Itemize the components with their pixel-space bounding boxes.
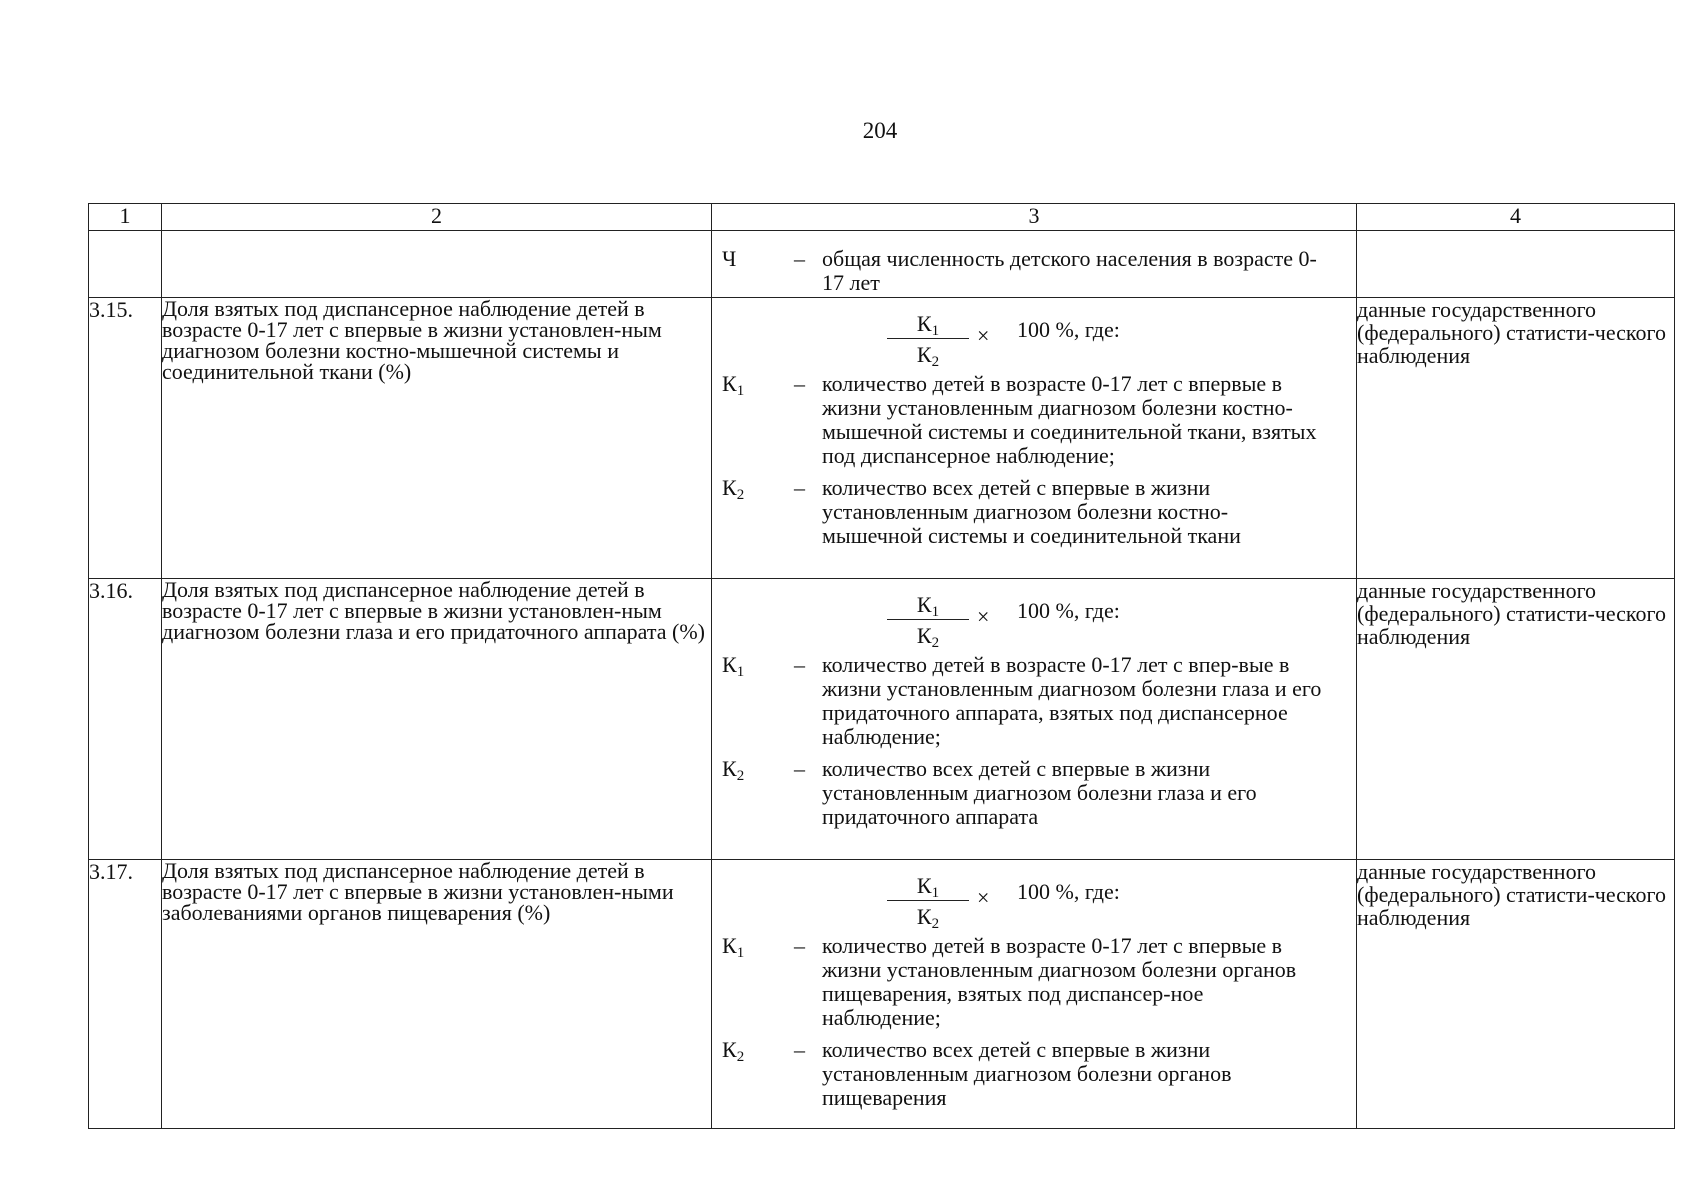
- dash: –: [794, 246, 805, 271]
- variable-symbol: $К_2$: [722, 756, 745, 784]
- header-col-2: 2: [162, 204, 712, 231]
- row-number: 3.17.: [89, 860, 162, 1129]
- fraction: [887, 874, 969, 931]
- formula: [712, 304, 1356, 372]
- data-source: данные государственного (федерального) статисти-ческого наблюдения: [1357, 860, 1675, 1129]
- variable-text: количество детей в возрасте 0-17 лет с впервые в жизни установленным диагнозом болезни костно-мышечной системы и соединительной ткани, взятых под диспансерное наблюдение;: [822, 371, 1317, 468]
- dash: –: [794, 756, 805, 781]
- variable-text: количество всех детей с впервые в жизни установленным диагнозом болезни глаза и его придаточного аппарата: [822, 756, 1257, 829]
- table-row: [89, 231, 1675, 298]
- header-row: [89, 204, 1675, 231]
- header-col-4: 4: [1357, 204, 1675, 231]
- denominator: $К_2$: [916, 904, 940, 932]
- calculation-cell: [712, 579, 1357, 860]
- percent-where: 100 %, где:: [1017, 317, 1120, 342]
- row-number: 3.15.: [89, 298, 162, 579]
- indicator-name: Доля взятых под диспансерное наблюдение детей в возрасте 0-17 лет с впервые в жизни установлен-ным диагнозом болезни глаза и его придаточного аппарата (%): [162, 579, 712, 860]
- header-col-3: 3: [712, 204, 1357, 231]
- fraction: [887, 312, 969, 369]
- data-source: данные государственного (федерального) статисти-ческого наблюдения: [1357, 298, 1675, 579]
- variable-symbol: $К_2$: [722, 1037, 745, 1065]
- percent-where: 100 %, где:: [1017, 879, 1120, 904]
- multiply-sign: ×: [977, 604, 990, 629]
- variable-definition-k2: [712, 476, 1356, 548]
- variable-text: количество всех детей с впервые в жизни установленным диагнозом болезни органов пищеварения: [822, 1037, 1232, 1110]
- dash: –: [794, 933, 805, 958]
- percent-where: 100 %, где:: [1017, 598, 1120, 623]
- indicators-table: [88, 203, 1675, 1129]
- data-source: данные государственного (федерального) статисти-ческого наблюдения: [1357, 579, 1675, 860]
- denominator: $К_2$: [916, 623, 940, 651]
- numerator: $К_1$: [887, 874, 969, 901]
- dash: –: [794, 475, 805, 500]
- variable-definition-k2: [712, 1038, 1356, 1110]
- variable-definition: [712, 247, 1356, 295]
- calculation-cell: [712, 860, 1357, 1129]
- variable-symbol: $К_2$: [722, 475, 745, 503]
- multiply-sign: ×: [977, 885, 990, 910]
- variable-text: количество всех детей с впервые в жизни установленным диагнозом болезни костно-мышечной системы и соединительной ткани: [822, 475, 1241, 548]
- variable-definition-k2: [712, 757, 1356, 829]
- dash: –: [794, 652, 805, 677]
- table-row: [89, 860, 1675, 1129]
- dash: –: [794, 1037, 805, 1062]
- formula: [712, 585, 1356, 653]
- indicator-name: Доля взятых под диспансерное наблюдение детей в возрасте 0-17 лет с впервые в жизни установлен-ными заболеваниями органов пищеварения (%): [162, 860, 712, 1129]
- row-number: 3.16.: [89, 579, 162, 860]
- header-col-1: 1: [89, 204, 162, 231]
- variable-symbol: $К_1$: [722, 371, 745, 399]
- variable-definition-k1: [712, 934, 1356, 1030]
- numerator: $К_1$: [887, 593, 969, 620]
- variable-text: общая численность детского населения в возрасте 0-17 лет: [822, 246, 1317, 295]
- variable-text: количество детей в возрасте 0-17 лет с впервые в жизни установленным диагнозом болезни органов пищеварения, взятых под диспансер-ное наблюдение;: [822, 933, 1297, 1030]
- dash: –: [794, 371, 805, 396]
- indicator-name: Доля взятых под диспансерное наблюдение детей в возрасте 0-17 лет с впервые в жизни установлен-ным диагнозом болезни костно-мышечной системы и соединительной ткани (%): [162, 298, 712, 579]
- fraction: [887, 593, 969, 650]
- calculation-cell: [712, 298, 1357, 579]
- formula: [712, 866, 1356, 934]
- table-row: [89, 579, 1675, 860]
- variable-definition-k1: [712, 653, 1356, 749]
- variable-definition-k1: [712, 372, 1356, 468]
- variable-text: количество детей в возрасте 0-17 лет с впер-вые в жизни установленным диагнозом болезни глаза и его придаточного аппарата, взятых под диспансерное наблюдение;: [822, 652, 1322, 749]
- variable-symbol: Ч: [722, 246, 737, 271]
- table-row: [89, 298, 1675, 579]
- page-number: 204: [862, 118, 898, 143]
- numerator: $К_1$: [887, 312, 969, 339]
- multiply-sign: ×: [977, 323, 990, 348]
- variable-symbol: $К_1$: [722, 652, 745, 680]
- variable-symbol: $К_1$: [722, 933, 745, 961]
- denominator: $К_2$: [916, 342, 940, 370]
